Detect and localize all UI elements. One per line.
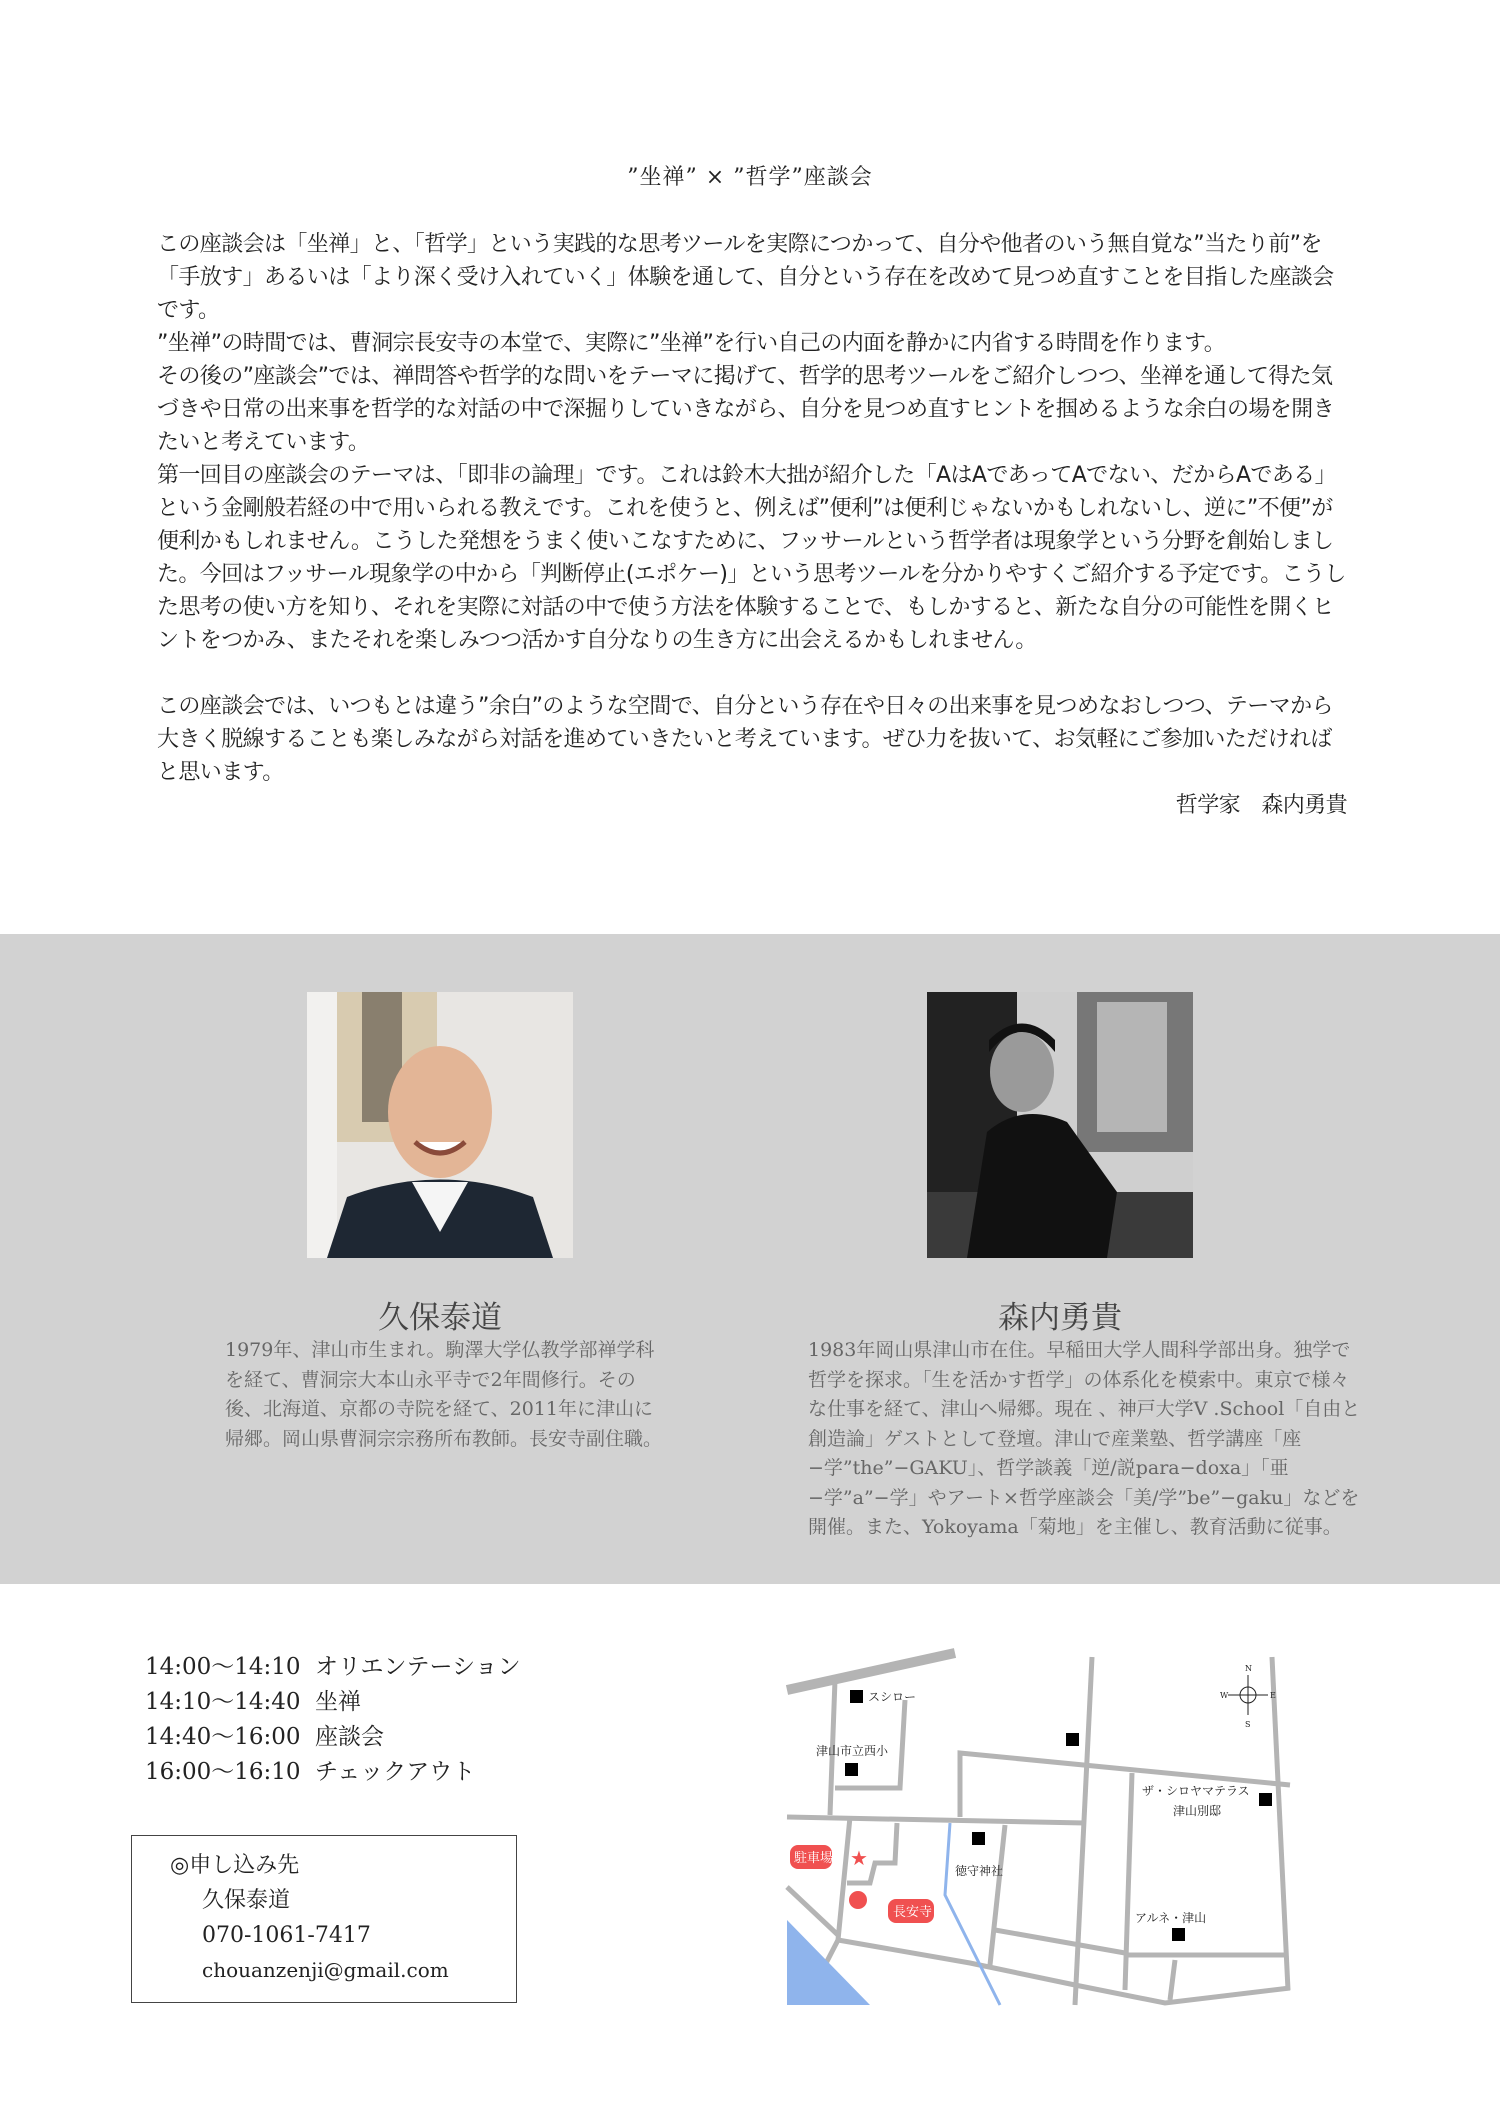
map-label: 津山別邸: [1173, 1804, 1222, 1818]
stream: [945, 1823, 1000, 2005]
map-label: アルネ・津山: [1135, 1911, 1207, 1925]
contact-box: [131, 1835, 517, 2003]
closing-paragraph: この座談会では、いつもとは違う”余白”のような空間で、自分という存在や日々の出来事を見つめなおしつつ、テーマから大きく脱線することも楽しみながら対話を進めていきたいと考えています。ぜひ力を抜いて、お気軽にご参加いただければと思います。: [157, 694, 1333, 785]
map-label: 徳守神社: [955, 1864, 1004, 1878]
contact-email[interactable]: chouanzenji@gmail.com: [202, 1958, 449, 1982]
page-title: ”坐禅” × ”哲学”座談会: [627, 165, 873, 190]
intro-paragraph: 第一回目の座談会のテーマは、「即非の論理」です。これは鈴木大拙が紹介した「AはAであってAでない、だからAである」という金剛般若経の中で用いられる教えです。これを使うと、例えば”便利”は便利じゃないかもしれないし、逆に”不便”が便利かもしれません。こうした発想をうまく使いこなすために、フッサールという哲学者は現象学という分野を創始しました。今回はフッサール現象学の中から「判断停止(エポケー)」という思考ツールを分かりやすくご紹介する予定です。こうした思考の使い方を知り、それを実際に対話の中で使う方法を体験することで、もしかすると、新たな自分の可能性を開くヒントをつかみ、またそれを楽しみつつ活かす自分なりの生き方に出会えるかもしれません。: [157, 463, 1346, 653]
schedule-row: 16:00〜16:10 チェックアウト: [145, 1759, 476, 1785]
contact-phone[interactable]: 070-1061-7417: [202, 1923, 371, 1948]
svg-text:S: S: [1245, 1720, 1251, 1729]
compass-icon: [1220, 1664, 1276, 1729]
profiles-section: [0, 934, 1500, 1584]
river: [787, 1920, 870, 2005]
svg-text:E: E: [1270, 1691, 1276, 1700]
intro-paragraph: この座談会は「坐禅」と、「哲学」という実践的な思考ツールを実際につかって、自分や他者のいう無自覚な”当たり前”を「手放す」あるいは「より深く受け入れていく」体験を通して、自分という存在を改めて見つめ直すことを目指した座談会です。: [157, 232, 1334, 323]
schedule-row: 14:10〜14:40 坐禅: [145, 1689, 361, 1715]
signature: 哲学家 森内勇貴: [1175, 793, 1347, 818]
temple-marker-icon: [849, 1891, 867, 1909]
schedule: [145, 1650, 521, 1790]
map-label: スシロー: [868, 1690, 917, 1704]
photo-moriuchi: [927, 992, 1193, 1258]
access-map: [780, 1645, 1400, 2015]
schedule-row: 14:40〜16:00 座談会: [145, 1724, 384, 1750]
parking-star-icon: ★: [850, 1846, 868, 1870]
profile-bio: 1979年、津山市生まれ。駒澤大学仏教学部禅学科を経て、曹洞宗大本山永平寺で2年間修行。その後、北海道、京都の寺院を経て、2011年に津山に帰郷。岡山県曹洞宗宗務所布教師。長安寺副住職。: [225, 1339, 663, 1450]
schedule-row: 14:00〜14:10 オリエンテーション: [145, 1654, 521, 1680]
map-label: 津山市立西小: [816, 1744, 889, 1758]
intro-text: [157, 228, 1347, 822]
profile-bio: 1983年岡山県津山市在住。早稲田大学人間科学部出身。独学で哲学を探求。「生を活かす哲学」の体系化を模索中。東京で様々な仕事を経て、津山へ帰郷。現在 、神戸大学V .School「自由と創造論」ゲストとして登壇。津山で産業塾、哲学講座「座−学”the”−GAKU」、哲学談義「逆/説para−doxa」「亜−学”a”−学」やアート×哲学座談会「美/学”be”−gaku」などを開催。また、Yokoyama「菊地」を主催し、教育活動に従事。: [808, 1339, 1361, 1538]
parking-label: 駐車場: [794, 1851, 834, 1866]
profile-name: 森内勇貴: [998, 1300, 1122, 1336]
contact-heading: ◎申し込み先: [170, 1853, 300, 1878]
temple-label: 長安寺: [893, 1905, 933, 1920]
map-label: ザ・シロヤマテラス: [1142, 1784, 1250, 1798]
roads: [787, 1653, 1290, 2005]
svg-text:N: N: [1245, 1664, 1252, 1673]
svg-text:W: W: [1220, 1691, 1229, 1700]
contact-name: 久保泰道: [202, 1888, 291, 1913]
intro-paragraph: ”坐禅”の時間では、曹洞宗長安寺の本堂で、実際に”坐禅”を行い自己の内面を静かに内省する時間を作ります。: [157, 331, 1226, 356]
profile-name: 久保泰道: [378, 1300, 502, 1336]
intro-paragraph: その後の”座談会”では、禅問答や哲学的な問いをテーマに掲げて、哲学的思考ツールをご紹介しつつ、坐禅を通して得た気づきや日常の出来事を哲学的な対話の中で深掘りしていきながら、自分を見つめ直すヒントを掴めるような余白の場を開きたいと考えています。: [157, 364, 1335, 455]
photo-kubo: [307, 992, 573, 1258]
